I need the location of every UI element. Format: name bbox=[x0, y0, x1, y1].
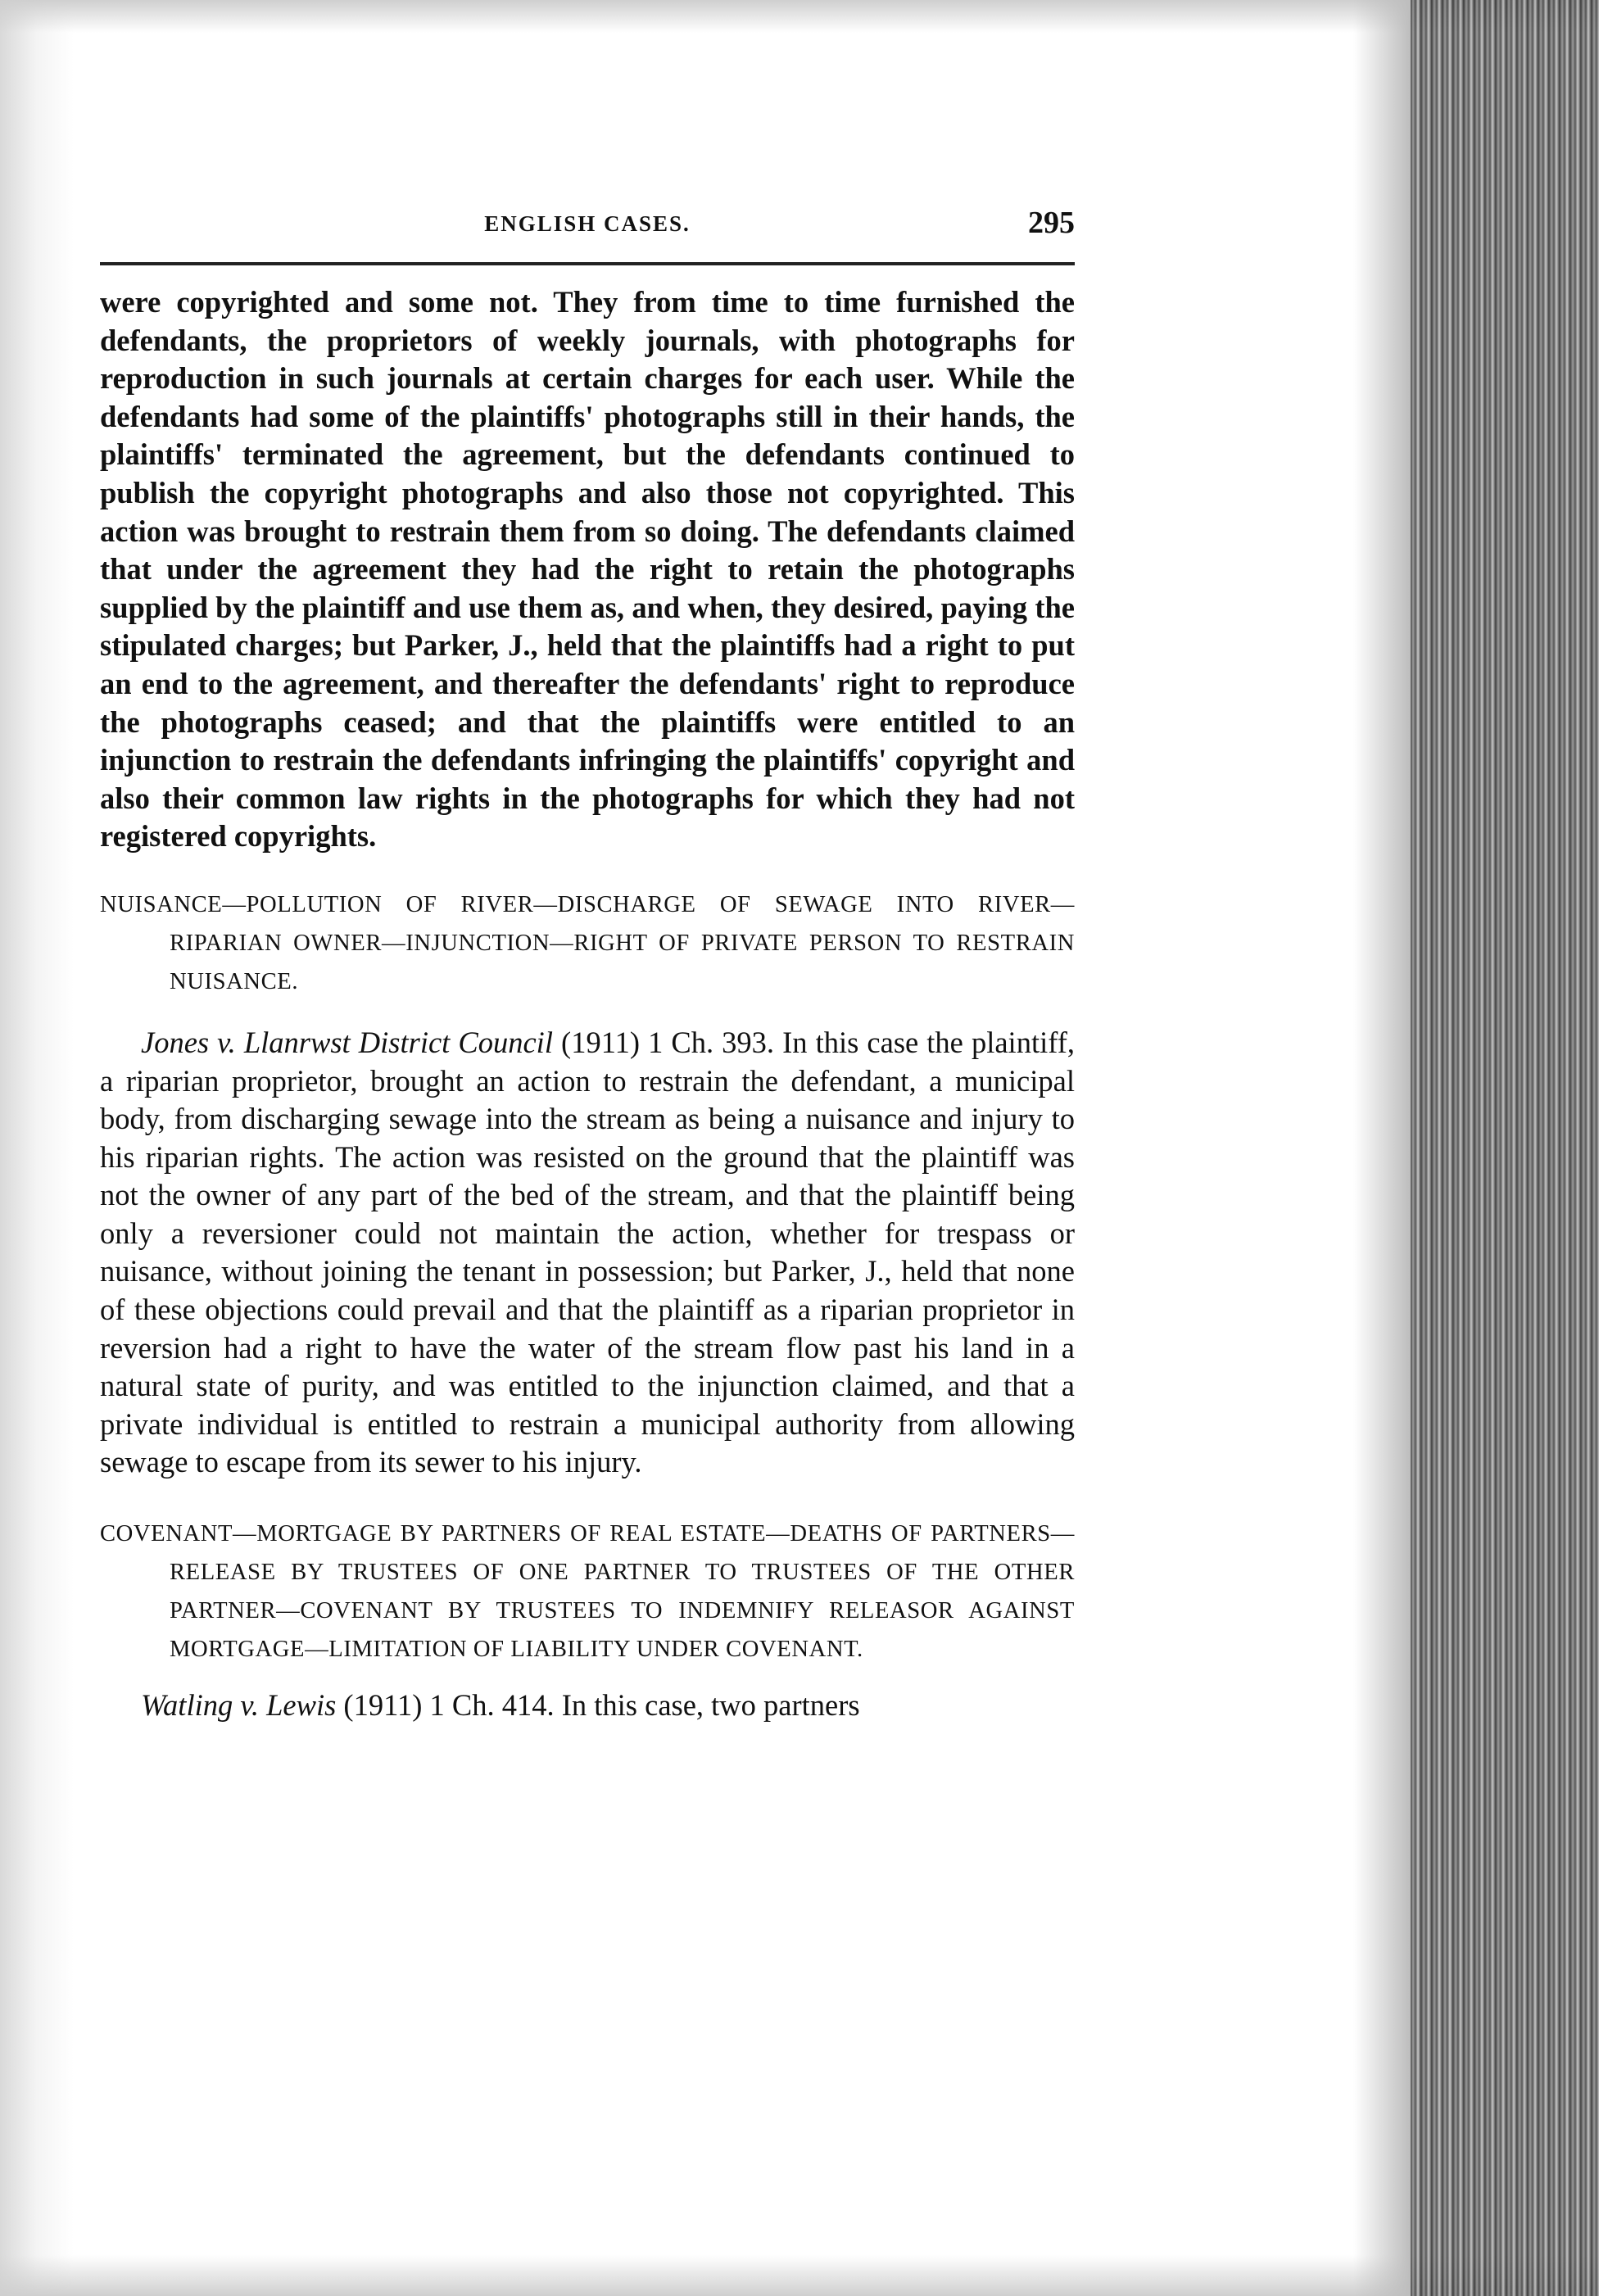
case-name-watling: Watling v. Lewis bbox=[141, 1688, 337, 1723]
header-rule bbox=[100, 262, 1075, 265]
headnote-nuisance: NUISANCE—POLLUTION OF RIVER—DISCHARGE OF SEWAGE INTO RIVER—RIPARIAN OWNER—INJUNCTION—RIGHT OF PRIVATE PERSON TO RESTRAIN NUISANCE. bbox=[100, 891, 1075, 994]
book-page bbox=[100, 206, 1075, 1725]
running-head: ENGLISH CASES. bbox=[484, 211, 691, 236]
scan-shadow-right bbox=[1353, 0, 1411, 2296]
case-name-jones: Jones v. Llanrwst District Council bbox=[141, 1025, 553, 1059]
case-text-watling: (1911) 1 Ch. 414. In this case, two partners bbox=[336, 1688, 860, 1723]
page-header bbox=[100, 206, 1075, 260]
body-paragraph-continued: were copyrighted and some not. They from time to time furnished the defendants, the proprietors of weekly journals, with photographs for reproduction in such journals at certain charges for each user. While the defendants had some of the plaintiffs' photographs still in their hands, the plaintiffs' terminated the agreement, but the defendants continued to publish the copyright photographs and also those not copyrighted. This action was brought to restrain them from so doing. The defendants claimed that under the agreement they had the right to retain the photographs supplied by the plaintiff and use them as, and when, they desired, paying the stipulated charges; but Parker, J., held that the plaintiffs had a right to put an end to the agreement, and thereafter the defendants' right to reproduce the photographs ceased; and that the plaintiffs were entitled to an injunction to restrain the defendants infringing the plaintiffs' copyright and also their common law rights in the photographs for which they had not registered copyrights. bbox=[100, 285, 1075, 854]
headnote-covenant: COVENANT—MORTGAGE BY PARTNERS OF REAL ESTATE—DEATHS OF PARTNERS—RELEASE BY TRUSTEES OF ONE PARTNER TO TRUSTEES OF THE OTHER PARTNER—COVENANT BY TRUSTEES TO INDEMNIFY RELEASOR AGAINST MORTGAGE—LIMITATION OF LIABILITY UNDER COVENANT. bbox=[100, 1521, 1075, 1663]
case-paragraph-watling bbox=[100, 1687, 1075, 1725]
case-paragraph-jones bbox=[100, 1024, 1075, 1482]
case-text-jones: (1911) 1 Ch. 393. In this case the plaintiff, a riparian proprietor, brought an action to restrain the defendant, a municipal body, from discharging sewage into the stream as being a nuisance and injury to his riparian rights. The action was resisted on the ground that the plaintiff was not the owner of any part of the bed of the stream, and that the plaintiff being only a reversioner could not maintain the action, whether for trespass or nuisance, without joining the tenant in possession; but Parker, J., held that none of these objections could prevail and that the plaintiff as a riparian proprietor in reversion had a right to have the water of the stream flow past his land in a natural state of purity, and was entitled to the injunction claimed, and that a private individual is entitled to restrain a municipal authority from allowing sewage to escape from its sewer to his injury. bbox=[100, 1025, 1075, 1479]
page-number: 295 bbox=[1028, 206, 1075, 240]
book-spine-edge bbox=[1411, 0, 1599, 2296]
scan-edge-left bbox=[0, 0, 74, 2296]
